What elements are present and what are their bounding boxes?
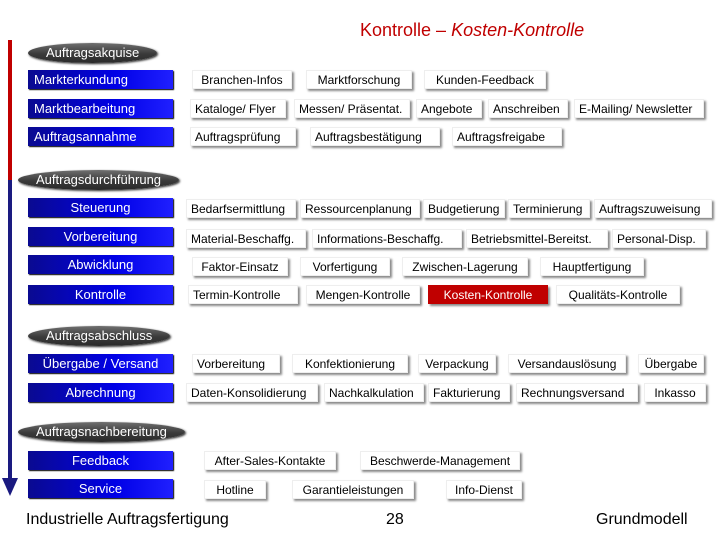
- item-kunden-feedback[interactable]: Kunden-Feedback: [424, 70, 546, 89]
- item-budgetierung[interactable]: Budgetierung: [423, 199, 505, 218]
- item-rechnungsversand[interactable]: Rechnungsversand: [516, 383, 638, 402]
- item-after-sales-kontakte[interactable]: After-Sales-Kontakte: [204, 451, 336, 470]
- item-garantieleistungen[interactable]: Garantieleistungen: [292, 480, 414, 499]
- item-auftragsfreigabe[interactable]: Auftragsfreigabe: [452, 127, 562, 146]
- footer-left: Industrielle Auftragsfertigung: [26, 511, 229, 528]
- item-angebote[interactable]: Angebote: [416, 99, 482, 118]
- category-abwicklung[interactable]: Abwicklung: [28, 255, 173, 274]
- item-uebergabe[interactable]: Übergabe: [638, 354, 704, 373]
- phase-durchfuehrung: Auftragsdurchführung: [18, 170, 179, 190]
- item-fakturierung[interactable]: Fakturierung: [428, 383, 510, 402]
- footer-right: Grundmodell: [596, 511, 688, 528]
- page-title: [360, 20, 660, 41]
- category-vorbereitung[interactable]: Vorbereitung: [28, 227, 173, 246]
- phase-abschluss: Auftragsabschluss: [28, 326, 170, 346]
- item-auftragszuweisung[interactable]: Auftragszuweisung: [594, 199, 712, 218]
- item-zwischen-lagerung[interactable]: Zwischen-Lagerung: [402, 257, 528, 276]
- item-mengen-kontrolle[interactable]: Mengen-Kontrolle: [306, 285, 420, 304]
- item-auftragspruefung[interactable]: Auftragsprüfung: [190, 127, 296, 146]
- item-vorfertigung[interactable]: Vorfertigung: [300, 257, 390, 276]
- item-konfektionierung[interactable]: Konfektionierung: [292, 354, 408, 373]
- item-verpackung[interactable]: Verpackung: [418, 354, 496, 373]
- category-uebergabe[interactable]: Übergabe / Versand: [28, 354, 173, 373]
- category-auftragsannahme[interactable]: Auftragsannahme: [28, 127, 173, 146]
- item-info-dienst[interactable]: Info-Dienst: [446, 480, 522, 499]
- title-main: Kontrolle –: [360, 20, 452, 40]
- item-material-beschaffung[interactable]: Material-Beschaffg.: [186, 229, 306, 248]
- item-messen-praesentat[interactable]: Messen/ Präsentat.: [294, 99, 410, 118]
- category-steuerung[interactable]: Steuerung: [28, 198, 173, 217]
- item-beschwerde-management[interactable]: Beschwerde-Management: [360, 451, 520, 470]
- item-hotline[interactable]: Hotline: [204, 480, 266, 499]
- item-anschreiben[interactable]: Anschreiben: [488, 99, 568, 118]
- item-branchen-infos[interactable]: Branchen-Infos: [192, 70, 292, 89]
- page-number: 28: [386, 511, 404, 528]
- category-feedback[interactable]: Feedback: [28, 451, 173, 470]
- category-abrechnung[interactable]: Abrechnung: [28, 383, 173, 402]
- item-e-mailing-newsletter[interactable]: E-Mailing/ Newsletter: [574, 99, 704, 118]
- item-qualitaets-kontrolle[interactable]: Qualitäts-Kontrolle: [556, 285, 680, 304]
- category-marktbearbeitung[interactable]: Marktbearbeitung: [28, 99, 173, 118]
- item-informations-beschaffung[interactable]: Informations-Beschaffg.: [312, 229, 462, 248]
- item-daten-konsolidierung[interactable]: Daten-Konsolidierung: [186, 383, 318, 402]
- process-arrow-top: [8, 40, 12, 180]
- item-kataloge-flyer[interactable]: Kataloge/ Flyer: [190, 99, 286, 118]
- item-bedarfsermittlung[interactable]: Bedarfsermittlung: [186, 199, 296, 218]
- item-kosten-kontrolle[interactable]: Kosten-Kontrolle: [428, 285, 548, 304]
- item-vorbereitung[interactable]: Vorbereitung: [192, 354, 280, 373]
- process-arrow-bottom: [8, 180, 12, 480]
- category-service[interactable]: Service: [28, 479, 173, 498]
- item-betriebsmittel-bereitstellung[interactable]: Betriebsmittel-Bereitst.: [466, 229, 608, 248]
- item-nachkalkulation[interactable]: Nachkalkulation: [324, 383, 424, 402]
- arrow-head-icon: [2, 478, 18, 496]
- item-marktforschung[interactable]: Marktforschung: [306, 70, 412, 89]
- title-sub: Kosten-Kontrolle: [451, 20, 585, 40]
- item-faktor-einsatz[interactable]: Faktor-Einsatz: [192, 257, 288, 276]
- item-inkasso[interactable]: Inkasso: [644, 383, 706, 402]
- item-terminierung[interactable]: Terminierung: [508, 199, 590, 218]
- item-auftragsbestaetigung[interactable]: Auftragsbestätigung: [310, 127, 440, 146]
- item-personal-disposition[interactable]: Personal-Disp.: [612, 229, 706, 248]
- item-termin-kontrolle[interactable]: Termin-Kontrolle: [188, 285, 298, 304]
- item-versandausloesung[interactable]: Versandauslösung: [508, 354, 626, 373]
- phase-akquise: Auftragsakquise: [28, 43, 157, 63]
- category-kontrolle[interactable]: Kontrolle: [28, 285, 173, 304]
- item-ressourcenplanung[interactable]: Ressourcenplanung: [300, 199, 420, 218]
- category-markterkundung[interactable]: Markterkundung: [28, 70, 173, 89]
- phase-nachbereitung: Auftragsnachbereitung: [18, 422, 185, 442]
- item-hauptfertigung[interactable]: Hauptfertigung: [540, 257, 644, 276]
